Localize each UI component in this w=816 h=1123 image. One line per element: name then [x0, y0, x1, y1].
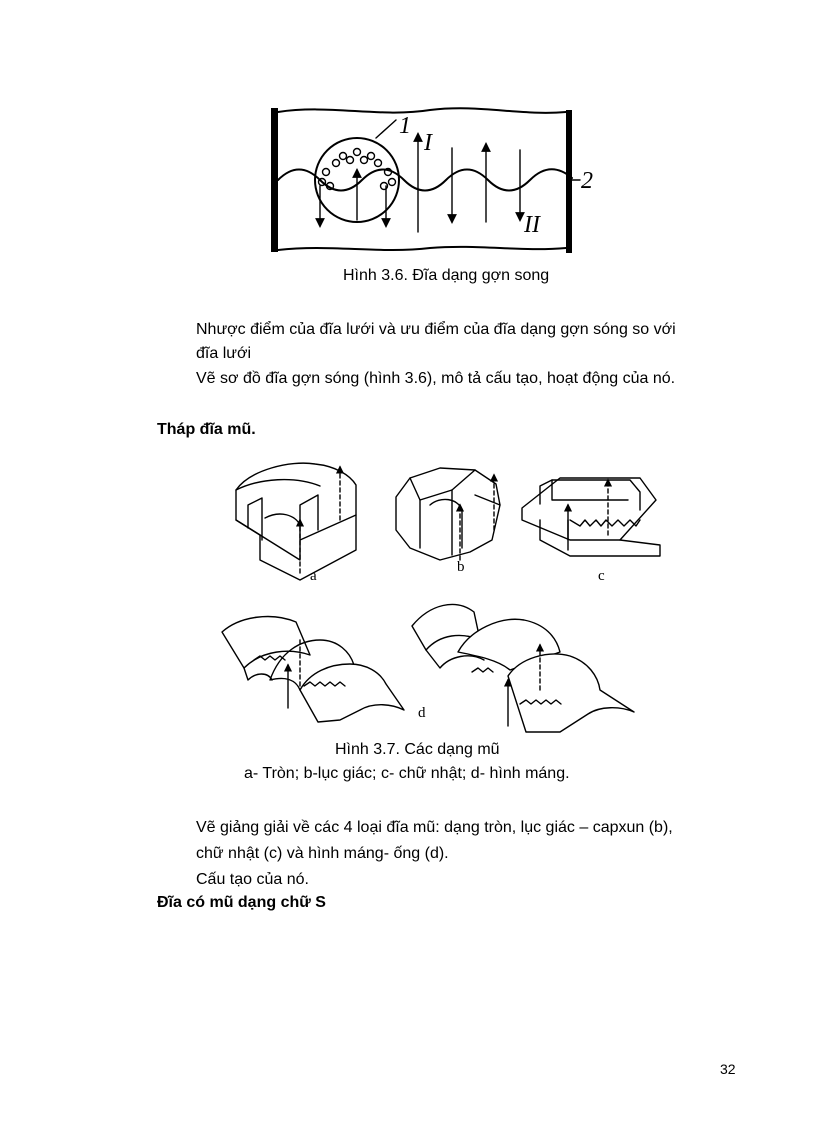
label-1: 1: [399, 113, 411, 139]
heading-thap-dia-mu: Tháp đĩa mũ.: [157, 421, 256, 438]
figure-3-6-caption: Hình 3.6. Đĩa dạng gợn song: [343, 267, 550, 284]
paragraph2-line2: chữ nhật (c) và hình máng- ống (d).: [196, 845, 449, 862]
paragraph2-line1: Vẽ giảng giải về các 4 loại đĩa mũ: dạng tròn, lục giác – capxun (b),: [196, 819, 673, 836]
label-d: d: [418, 705, 426, 721]
figure-3-7-subcaption: a- Tròn; b-lục giác; c- chữ nhật; d- hình máng.: [244, 765, 570, 782]
paragraph1-line3: Vẽ sơ đồ đĩa gợn sóng (hình 3.6), mô tả cấu tạo, hoạt động của nó.: [196, 370, 676, 387]
label-roman-2: II: [524, 212, 540, 238]
label-2: 2: [581, 168, 593, 194]
paragraph1-line2: đĩa lưới: [196, 345, 251, 362]
paragraph1-line1: Nhược điểm của đĩa lưới và ưu điểm của đĩa dạng gợn sóng so với: [196, 321, 676, 338]
figure-3-7-caption: Hình 3.7. Các dạng mũ: [335, 741, 500, 758]
label-b: b: [457, 559, 465, 575]
cap-a-round: [236, 463, 356, 580]
label-roman-1: I: [424, 130, 432, 156]
paragraph2-line3: Cấu tạo của nó.: [196, 871, 309, 888]
page-number: 32: [720, 1061, 736, 1077]
cap-c-rectangular: [522, 478, 660, 556]
label-a: a: [310, 568, 317, 584]
cap-b-hexagonal: [396, 468, 500, 560]
heading-dia-co-mu-chu-s: Đĩa có mũ dạng chữ S: [157, 894, 326, 911]
cap-d-trough-left: [222, 617, 404, 722]
label-c: c: [598, 568, 605, 584]
cap-d-trough-right: [412, 604, 634, 732]
